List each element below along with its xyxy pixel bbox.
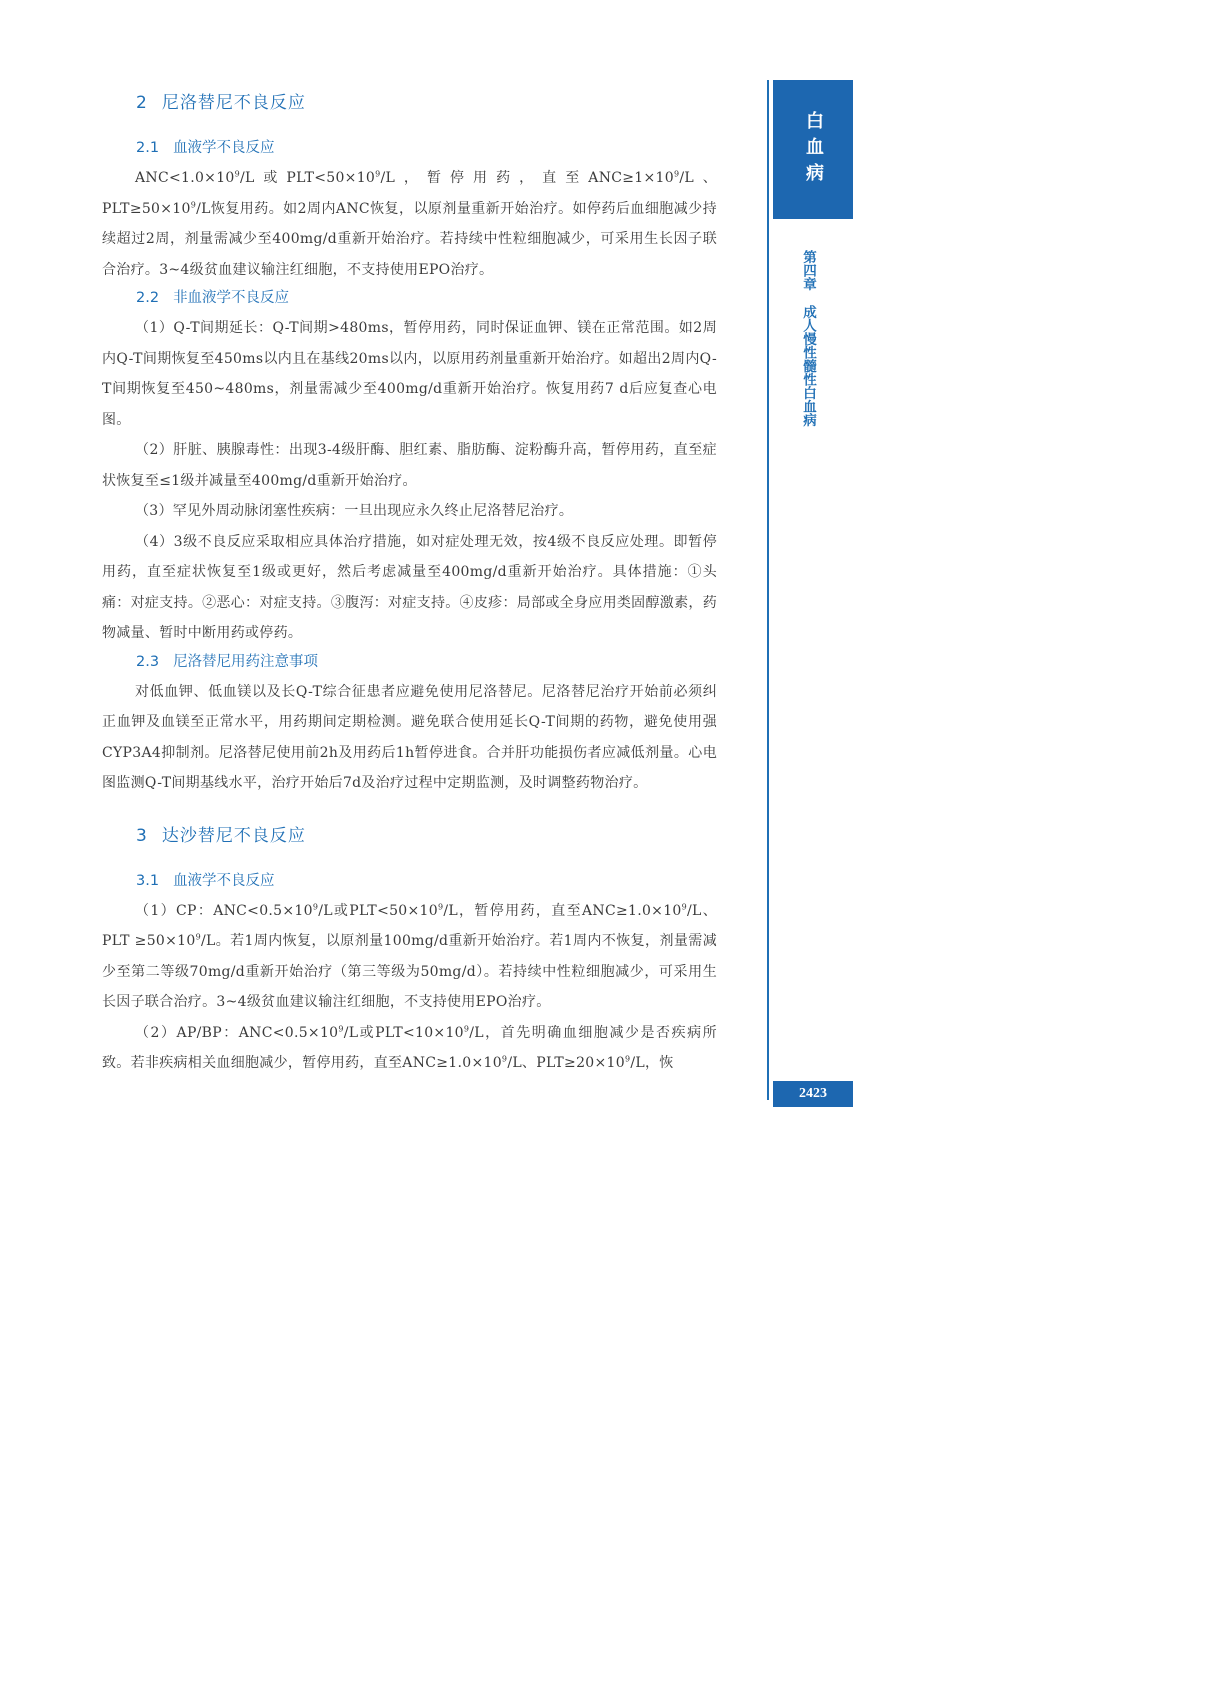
subsection-title: 尼洛替尼用药注意事项 [173, 653, 319, 670]
page-number: 2423 [773, 1081, 853, 1107]
section-number: 2 [136, 93, 148, 113]
section-3-heading [136, 821, 717, 846]
paragraph: $ANC<1.0\times 10^9/L$或$PLT<50\times 10^9/L$，暂停用药，直至$ANC\ge 1\times 10^9/L$、$PLT\ge 50\times 10^9/L$恢复用药。如2周内ANC恢复，以原剂量重新开始治疗。如停药后血细胞减少持续超过2周，剂量需减少至400mg/d重新开始治疗。若持续中性粒细胞减少，可采用生长因子联合治疗。3~4级贫血建议输注红细胞，不支持使用EPO治疗。 [102, 169, 717, 278]
subsection-number: 3.1 [136, 872, 160, 889]
section-2-heading [136, 88, 717, 113]
section-number: 3 [136, 825, 148, 846]
subsection-number: 2.1 [136, 140, 160, 156]
section-title: 尼洛替尼不良反应 [161, 93, 306, 113]
subsection-2-3-heading [136, 649, 717, 675]
chapter-label [800, 250, 816, 426]
subsection-2-2-heading [136, 285, 717, 311]
subsection-2-1-heading [136, 135, 717, 161]
subsection-title: 血液学不良反应 [173, 872, 275, 889]
chapter-number: 第四章 [800, 250, 816, 291]
subsection-title: 血液学不良反应 [173, 140, 275, 156]
side-tab-title: 白血病 [803, 110, 824, 189]
main-content [102, 88, 717, 1079]
vertical-rule [767, 80, 769, 1100]
paragraph: （1）Q-T间期延长：Q-T间期>480ms，暂停用药，同时保证血钾、镁在正常范围。如2周内Q-T间期恢复至450ms以内且在基线20ms以内，以原用药剂量重新开始治疗。如超出2周内Q-T间期恢复至450~480ms，剂量需减少至400mg/d重新开始治疗。恢复用药7 d后应复查心电图。 [102, 320, 717, 428]
paragraph: （2）AP/BP：$ANC<0.5\times 10^9/L$或$PLT<10\times 10^9/L$，首先明确血细胞减少是否疾病所致。若非疾病相关血细胞减少，暂停用药，直至$ANC\ge 1.0\times 10^9/L$、$PLT\ge 20\times 10^9/L$，恢 [102, 1023, 717, 1071]
subsection-title: 非血液学不良反应 [173, 290, 290, 306]
paragraph: 对低血钾、低血镁以及长Q-T综合征患者应避免使用尼洛替尼。尼洛替尼治疗开始前必须纠正血钾及血镁至正常水平，用药期间定期检测。避免联合使用延长Q-T间期的药物，避免使用强CYP3A4抑制剂。尼洛替尼使用前2h及用药后1h暂停进食。合并肝功能损伤者应减低剂量。心电图监测Q-T间期基线水平，治疗开始后7d及治疗过程中定期监测，及时调整药物治疗。 [102, 683, 717, 791]
subsection-number: 2.3 [136, 653, 160, 670]
chapter-title: 成人慢性髓性白血病 [800, 304, 816, 426]
paragraph: （3）罕见外周动脉闭塞性疾病：一旦出现应永久终止尼洛替尼治疗。 [135, 503, 574, 519]
paragraph: （2）肝脏、胰腺毒性：出现3-4级肝酶、胆红素、脂肪酶、淀粉酶升高，暂停用药，直至症状恢复至≤1级并减量至400mg/d重新开始治疗。 [102, 442, 717, 489]
subsection-number: 2.2 [136, 290, 160, 306]
side-tab [773, 80, 853, 219]
subsection-3-1-heading [136, 868, 717, 894]
paragraph: （1）CP：$ANC<0.5\times 10^9/L$或$PLT<50\times 10^9/L$，暂停用药，直至$ANC\ge 1.0\times 10^9/L$、PLT $\ge 50\times 10^9/L$。若1周内恢复，以原剂量100mg/d重新开始治疗。若1周内不恢复，剂量需减少至第二等级70mg/d重新开始治疗（第三等级为50mg/d）。若持续中性粒细胞减少，可采用生长因子联合治疗。3~4级贫血建议输注红细胞，不支持使用EPO治疗。 [102, 901, 718, 1010]
paragraph: （4）3级不良反应采取相应具体治疗措施，如对症处理无效，按4级不良反应处理。即暂停用药，直至症状恢复至1级或更好，然后考虑减量至400mg/d重新开始治疗。具体措施：①头痛：对症支持。②恶心：对症支持。③腹泻：对症支持。④皮疹：局部或全身应用类固醇激素，药物减量、暂时中断用药或停药。 [102, 533, 717, 641]
section-title: 达沙替尼不良反应 [161, 825, 306, 846]
